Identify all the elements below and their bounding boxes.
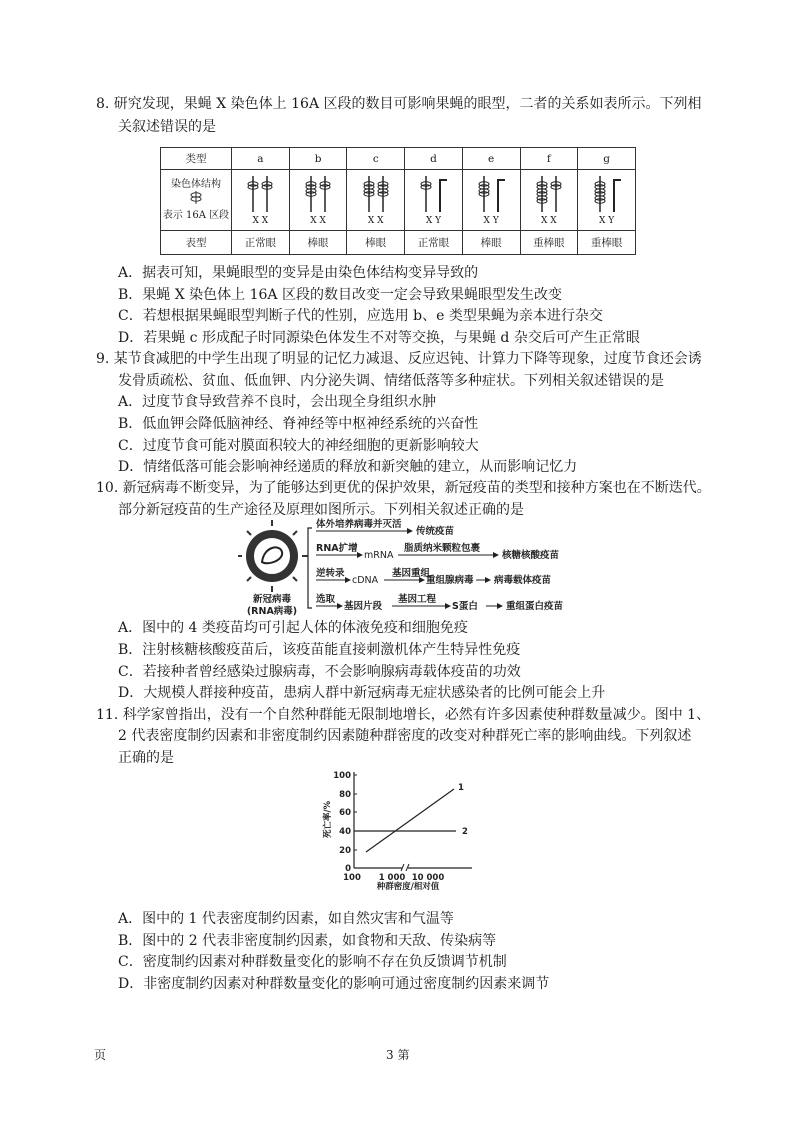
q11-stem-cont: 2 代表密度制约因素和非密度制约因素随种群密度的改变对种群死亡率的影响曲线。下列叙述 bbox=[118, 728, 692, 744]
q9-option-a: A．过度节食导致营养不良时，会出现全身组织水肿 bbox=[118, 394, 437, 410]
table-row-phenotype bbox=[161, 230, 636, 254]
q11-option-c: C．密度制约因素对种群数量变化的影响不存在负反馈调节机制 bbox=[118, 954, 507, 970]
row-label: 表示 16A 区段 bbox=[162, 209, 230, 221]
page-number: 3 第 bbox=[386, 1048, 410, 1062]
row-label: 表型 bbox=[161, 230, 232, 254]
mortality-graph bbox=[316, 764, 486, 890]
intermediate-label: 重组腺病毒 bbox=[426, 575, 474, 586]
line-1-label: 1 bbox=[458, 783, 464, 793]
type-cell: c bbox=[347, 148, 405, 170]
row-label: 类型 bbox=[161, 148, 232, 170]
q8-option-b: B．果蝇 X 染色体上 16A 区段的数目改变一定会导致果蝇眼型发生改变 bbox=[118, 287, 562, 303]
chromosome-icon bbox=[298, 174, 338, 214]
chromosome-cell bbox=[578, 170, 636, 231]
q10-option-a: A．图中的 4 类疫苗均可引起人体的体液免疫和细胞免疫 bbox=[118, 620, 468, 636]
y-tick: 100 bbox=[333, 771, 351, 781]
step-label: 基因重组 bbox=[392, 568, 431, 579]
chromosome-icon bbox=[413, 174, 453, 214]
footer-left: 页 bbox=[94, 1048, 107, 1062]
phenotype-cell: 棒眼 bbox=[347, 230, 405, 254]
x-axis-label: 种群密度/相对值 bbox=[376, 882, 440, 890]
virus-label: 新冠病毒 bbox=[252, 594, 292, 605]
intermediate-label: S蛋白 bbox=[452, 601, 478, 612]
type-cell: a bbox=[232, 148, 290, 170]
type-cell: d bbox=[405, 148, 463, 170]
q8-option-c: C．若想根据果蝇眼型判断子代的性别，应选用 b、e 类型果蝇为亲本进行杂交 bbox=[118, 308, 603, 324]
phenotype-cell: 重棒眼 bbox=[578, 230, 636, 254]
q11-stem-cont: 正确的是 bbox=[118, 750, 174, 766]
step-label: RNA扩增 bbox=[316, 543, 358, 554]
phenotype-cell: 棒眼 bbox=[289, 230, 347, 254]
q9-stem-cont: 发骨质疏松、贫血、低血钾、内分泌失调、情绪低落等多种症状。下列相关叙述错误的是 bbox=[118, 373, 664, 389]
step-label: 体外培养病毒并灭活 bbox=[316, 519, 402, 530]
phenotype-cell: 棒眼 bbox=[462, 230, 520, 254]
q10-stem: 10. 新冠病毒不断变异，为了能够达到更优的保护效果，新冠疫苗的类型和接种方案也在不断迭代。 bbox=[96, 480, 711, 496]
q9-option-c: C．过度节食可能对膜面积较大的神经细胞的更新影响较大 bbox=[118, 438, 479, 454]
q9-option-b: B．低血钾会降低脑神经、脊神经等中枢神经系统的兴奋性 bbox=[118, 416, 479, 432]
type-cell: g bbox=[578, 148, 636, 170]
vaccine-output: 病毒载体疫苗 bbox=[494, 575, 552, 586]
structure-label-cell bbox=[161, 170, 232, 231]
chromosome-label: X X bbox=[367, 215, 384, 226]
table-row-structure bbox=[161, 170, 636, 231]
chromosome-icon bbox=[240, 174, 280, 214]
chromosome-label: X Y bbox=[599, 215, 615, 226]
chromosome-icon bbox=[471, 174, 511, 214]
virus-icon bbox=[238, 520, 308, 592]
q11-option-b: B．图中的 2 代表非密度制约因素，如食物和天敌、传染病等 bbox=[118, 933, 497, 949]
chromosome-cell bbox=[405, 170, 463, 231]
table-row-type bbox=[161, 148, 636, 170]
vaccine-output: 重组蛋白疫苗 bbox=[506, 601, 564, 612]
chromosome-label: X X bbox=[252, 215, 269, 226]
type-cell: b bbox=[289, 148, 347, 170]
q8-table bbox=[160, 147, 636, 255]
q10-option-c: C．若接种者曾经感染过腺病毒，不会影响腺病毒载体疫苗的功效 bbox=[118, 664, 521, 680]
intermediate-label: 基因片段 bbox=[344, 601, 383, 612]
step-label: 基因工程 bbox=[398, 594, 437, 605]
q8-stem: 8. 研究发现，果蝇 X 染色体上 16A 区段的数目可影响果蝇的眼型，二者的关系如表所示。下列相 bbox=[96, 96, 702, 112]
chromosome-label: X Y bbox=[425, 215, 442, 226]
chromosome-cell bbox=[347, 170, 405, 231]
phenotype-cell: 正常眼 bbox=[232, 230, 290, 254]
q10-option-d: D．大规模人群接种疫苗，患病人群中新冠病毒无症状感染者的比例可能会上升 bbox=[118, 685, 606, 701]
vaccine-output: 核糖核酸疫苗 bbox=[502, 550, 560, 561]
y-tick: 40 bbox=[339, 827, 351, 837]
intermediate-label: mRNA bbox=[364, 550, 394, 561]
q8-stem-cont: 关叙述错误的是 bbox=[118, 119, 216, 135]
q10-option-b: B．注射核糖核酸疫苗后，该疫苗能直接刺激机体产生特异性免疫 bbox=[118, 642, 521, 658]
dna-legend-icon bbox=[190, 191, 202, 205]
x-tick: 100 bbox=[343, 873, 361, 883]
q11-option-a: A．图中的 1 代表密度制约因素，如自然灾害和气温等 bbox=[118, 911, 454, 927]
line-1 bbox=[366, 789, 454, 852]
line-2-label: 2 bbox=[462, 827, 468, 837]
intermediate-label: cDNA bbox=[352, 575, 379, 586]
q9-option-d: D．情绪低落可能会影响神经递质的释放和新突触的建立，从而影响记忆力 bbox=[118, 459, 578, 475]
q8-option-d: D．若果蝇 c 形成配子时同源染色体发生不对等交换，与果蝇 d 杂交后可产生正常眼 bbox=[118, 330, 640, 346]
q11-stem: 11. 科学家曾指出，没有一个自然种群能无限制地增长，必然有许多因素使种群数量减少。图中 1、 bbox=[96, 707, 711, 723]
q8-option-a: A．据表可知，果蝇眼型的变异是由染色体结构变异导致的 bbox=[118, 265, 479, 281]
phenotype-cell: 重棒眼 bbox=[520, 230, 578, 254]
step-label: 选取 bbox=[316, 594, 336, 605]
vaccine-output: 传统疫苗 bbox=[416, 526, 455, 537]
vaccine-diagram bbox=[238, 518, 578, 622]
chromosome-cell bbox=[289, 170, 347, 231]
y-tick: 20 bbox=[339, 846, 351, 856]
step-label: 脂质纳米颗粒包裹 bbox=[404, 543, 481, 554]
step-label: 逆转录 bbox=[316, 568, 345, 579]
chromosome-cell bbox=[462, 170, 520, 231]
q11-option-d: D．非密度制约因素对种群数量变化的影响可通过密度制约因素来调节 bbox=[118, 976, 550, 992]
chromosome-cell bbox=[520, 170, 578, 231]
q9-stem: 9. 某节食减肥的中学生出现了明显的记忆力减退、反应迟钝、计算力下降等现象，过度节食还会诱 bbox=[96, 351, 702, 367]
chromosome-icon bbox=[529, 174, 569, 214]
y-tick: 0 bbox=[345, 864, 351, 874]
chromosome-label: X X bbox=[310, 215, 326, 226]
chromosome-icon bbox=[587, 174, 627, 214]
y-tick: 80 bbox=[339, 790, 351, 800]
type-cell: e bbox=[462, 148, 520, 170]
chromosome-label: X Y bbox=[483, 215, 499, 226]
phenotype-cell: 正常眼 bbox=[405, 230, 463, 254]
y-axis-label: 死亡率/% bbox=[323, 800, 333, 838]
chromosome-icon bbox=[356, 174, 396, 214]
y-tick: 60 bbox=[339, 808, 351, 818]
chromosome-cell bbox=[232, 170, 290, 231]
q10-stem-cont: 部分新冠疫苗的生产途径及原理如图所示。下列相关叙述正确的是 bbox=[118, 502, 524, 518]
chromosome-label: X X bbox=[541, 215, 557, 226]
virus-label: (RNA病毒) bbox=[246, 606, 298, 617]
x-tick: 10 000 bbox=[411, 873, 445, 883]
row-label: 染色体结构 bbox=[171, 178, 221, 190]
type-cell: f bbox=[520, 148, 578, 170]
x-tick: 1 000 bbox=[378, 873, 406, 883]
